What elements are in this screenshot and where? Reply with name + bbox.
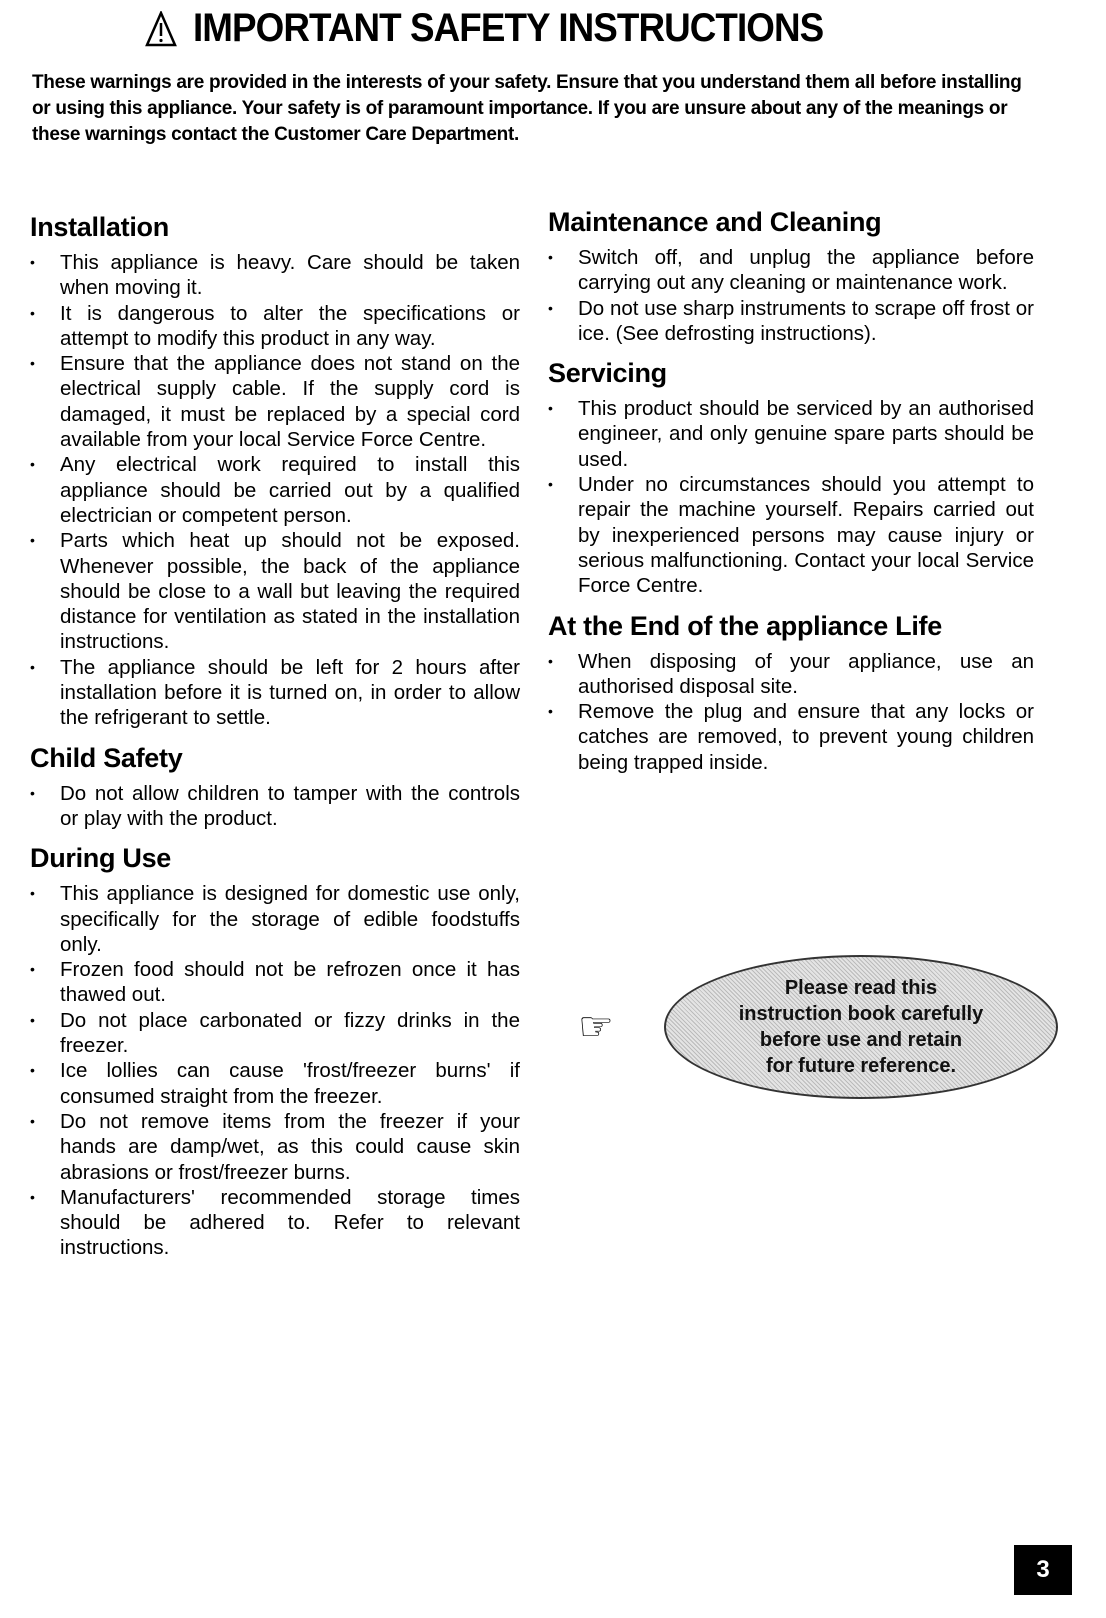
- list-item: • It is dangerous to alter the specifications or attempt to modify this product in any way.: [30, 301, 520, 352]
- list-item: • Manufacturers' recommended storage times should be adhered to. Refer to relevant instructions.: [30, 1185, 520, 1261]
- warning-triangle-icon: [145, 11, 177, 47]
- list-item: • Frozen food should not be refrozen once it has thawed out.: [30, 957, 520, 1008]
- reminder-note: [578, 955, 1058, 1099]
- list-item: • This appliance is heavy. Care should be taken when moving it.: [30, 250, 520, 301]
- left-column: [30, 210, 520, 1271]
- list-item: • When disposing of your appliance, use an authorised disposal site.: [548, 649, 1034, 700]
- intro-paragraph: These warnings are provided in the interests of your safety. Ensure that you understand them all before installing or using this appliance. Your safety is of paramount importance. If you are unsure about any of the meanings or these warnings contact the Customer Care Department.: [32, 72, 1022, 145]
- section-child-safety: [30, 741, 520, 832]
- list-item: • Do not use sharp instruments to scrape off frost or ice. (See defrosting instructions).: [548, 296, 1034, 347]
- reminder-line: instruction book carefully: [738, 1003, 984, 1025]
- section-heading: At the End of the appliance Life: [548, 610, 942, 641]
- reminder-line: Please read this: [784, 977, 938, 999]
- section-heading: Child Safety: [30, 742, 183, 773]
- reminder-line: before use and retain: [759, 1029, 963, 1051]
- page-title: IMPORTANT SAFETY INSTRUCTIONS: [193, 6, 824, 50]
- list-item: • Ensure that the appliance does not stand on the electrical supply cable. If the supply cord is damaged, it must be replaced by a special cord available from your local Service Force Centre.: [30, 351, 520, 452]
- list-item: • Remove the plug and ensure that any locks or catches are removed, to prevent young children being trapped inside.: [548, 699, 1034, 775]
- list-item: • Do not allow children to tamper with the controls or play with the product.: [30, 781, 520, 832]
- reminder-line: for future reference.: [765, 1055, 957, 1077]
- list-item: • This product should be serviced by an authorised engineer, and only genuine spare parts should be used.: [548, 396, 1034, 472]
- section-heading: Servicing: [548, 358, 667, 389]
- list-item: • Under no circumstances should you attempt to repair the machine yourself. Repairs carried out by inexperienced persons may cause injury or serious malfunctioning. Contact your local Service Force Centre.: [548, 472, 1034, 598]
- list-item: • Any electrical work required to install this appliance should be carried out by a qualified electrician or competent person.: [30, 452, 520, 528]
- list-item: • The appliance should be left for 2 hours after installation before it is turned on, in order to allow the refrigerant to settle.: [30, 655, 520, 731]
- list-item: • Do not place carbonated or fizzy drinks in the freezer.: [30, 1008, 520, 1059]
- list-item: • Do not remove items from the freezer if your hands are damp/wet, as this could cause skin abrasions or frost/freezer burns.: [30, 1109, 520, 1185]
- pointing-hand-icon: ☞: [578, 1005, 614, 1049]
- section-installation: [30, 210, 520, 731]
- page-number: 3: [1014, 1545, 1072, 1595]
- section-heading: During Use: [30, 843, 172, 874]
- page-header: [145, 6, 878, 51]
- section-during-use: [30, 841, 520, 1260]
- list-item: • Switch off, and unplug the appliance before carrying out any cleaning or maintenance work.: [548, 245, 1034, 296]
- section-end-of-life: [548, 609, 1034, 775]
- section-heading: Installation: [30, 212, 169, 242]
- list-item: • Ice lollies can cause 'frost/freezer burns' if consumed straight from the freezer.: [30, 1058, 520, 1109]
- list-item: • This appliance is designed for domestic use only, specifically for the storage of edible foodstuffs only.: [30, 881, 520, 957]
- section-heading: Maintenance and Cleaning: [548, 207, 882, 237]
- list-item: • Parts which heat up should not be exposed. Whenever possible, the back of the appliance should be close to a wall but leaving the required distance for ventilation as stated in the installation instructions.: [30, 528, 520, 654]
- section-maintenance: [548, 205, 1034, 346]
- reminder-ellipse: [664, 955, 1058, 1099]
- section-servicing: [548, 356, 1034, 598]
- right-column: [548, 205, 1034, 785]
